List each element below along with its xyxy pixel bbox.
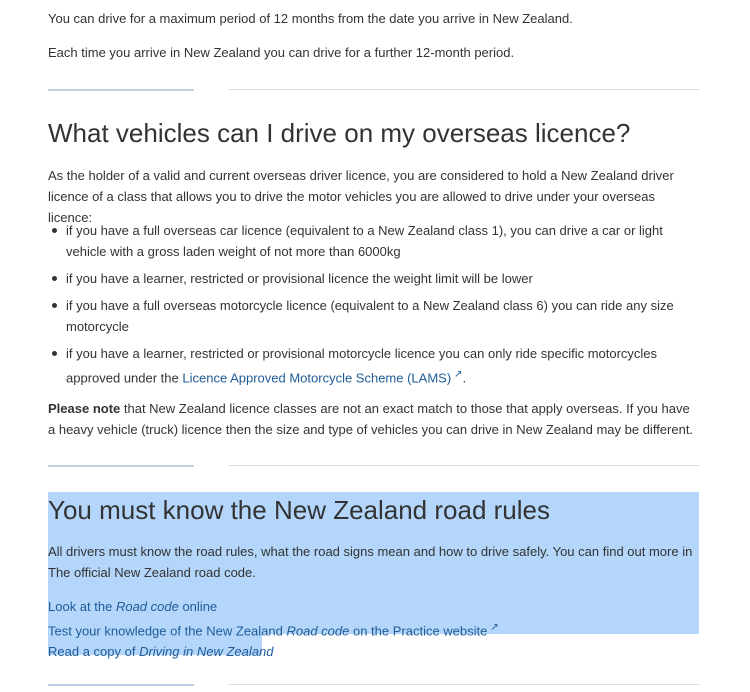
link-text-italic: Driving in New Zealand bbox=[139, 644, 274, 660]
driving-in-nz-link[interactable] bbox=[48, 644, 273, 659]
link-text-italic: Road code bbox=[115, 599, 179, 614]
link-text: Look at the bbox=[48, 599, 116, 614]
road-rules-paragraph: All drivers must know the road rules, what the road signs mean and how to drive safely. You can find out more in The official New Zealand road code. bbox=[48, 544, 693, 580]
list-item-end: . bbox=[462, 370, 467, 386]
list-item: if you have a full overseas car licence (equivalent to a New Zealand class 1), you can drive a car or light vehicle with a gross laden weight of not more than 6000kg bbox=[48, 220, 700, 262]
section-divider bbox=[48, 684, 700, 685]
link-text: online bbox=[178, 599, 218, 614]
practice-website-link[interactable] bbox=[48, 623, 487, 638]
intro-paragraph-2: Each time you arrive in New Zealand you can drive for a further 12-month period. bbox=[48, 45, 515, 60]
link-text: on the Practice website bbox=[349, 623, 488, 639]
link-text: Test your knowledge of the New Zealand bbox=[48, 623, 287, 639]
list-item-text: if you have a learner, restricted or provisional motorcycle licence you can only ride specific motorcycles approved under the bbox=[66, 346, 658, 386]
section-divider bbox=[48, 89, 700, 90]
note-label: Please note bbox=[48, 401, 121, 416]
vehicles-list bbox=[48, 220, 700, 388]
divider-accent bbox=[48, 89, 194, 91]
divider-accent bbox=[48, 684, 194, 686]
divider-line bbox=[228, 89, 700, 90]
note-text: that New Zealand licence classes are not an exact match to those that apply overseas. If you have a heavy vehicle (truck) licence then the size and type of vehicles you can drive in New Zealand may be different. bbox=[48, 401, 694, 437]
divider-accent bbox=[48, 465, 194, 467]
divider-line bbox=[228, 465, 700, 466]
section-divider bbox=[48, 465, 700, 466]
divider-line bbox=[228, 684, 700, 685]
road-code-links bbox=[48, 596, 700, 662]
road-code-online-link[interactable] bbox=[48, 599, 217, 614]
external-link-icon: ↗ bbox=[454, 369, 463, 380]
licence-note bbox=[48, 398, 700, 440]
external-link-icon: ↗ bbox=[490, 622, 499, 633]
road-rules-heading: You must know the New Zealand road rules bbox=[48, 495, 550, 525]
vehicles-heading: What vehicles can I drive on my overseas licence? bbox=[48, 118, 631, 148]
list-item bbox=[48, 343, 700, 388]
lams-link[interactable]: Licence Approved Motorcycle Scheme (LAMS) bbox=[182, 370, 452, 386]
link-text: Read a copy of bbox=[48, 644, 140, 660]
link-text-italic: Road code bbox=[286, 623, 350, 639]
vehicles-paragraph: As the holder of a valid and current overseas driver licence, you are considered to hold a New Zealand driver licence of a class that allows you to drive the motor vehicles you are allowed to drive under your overseas licence: bbox=[48, 168, 674, 225]
intro-paragraph-1: You can drive for a maximum period of 12 months from the date you arrive in New Zealand. bbox=[48, 11, 573, 26]
list-item: if you have a full overseas motorcycle licence (equivalent to a New Zealand class 6) you can ride any size motorcycle bbox=[48, 295, 700, 337]
list-item: if you have a learner, restricted or provisional licence the weight limit will be lower bbox=[48, 268, 700, 289]
